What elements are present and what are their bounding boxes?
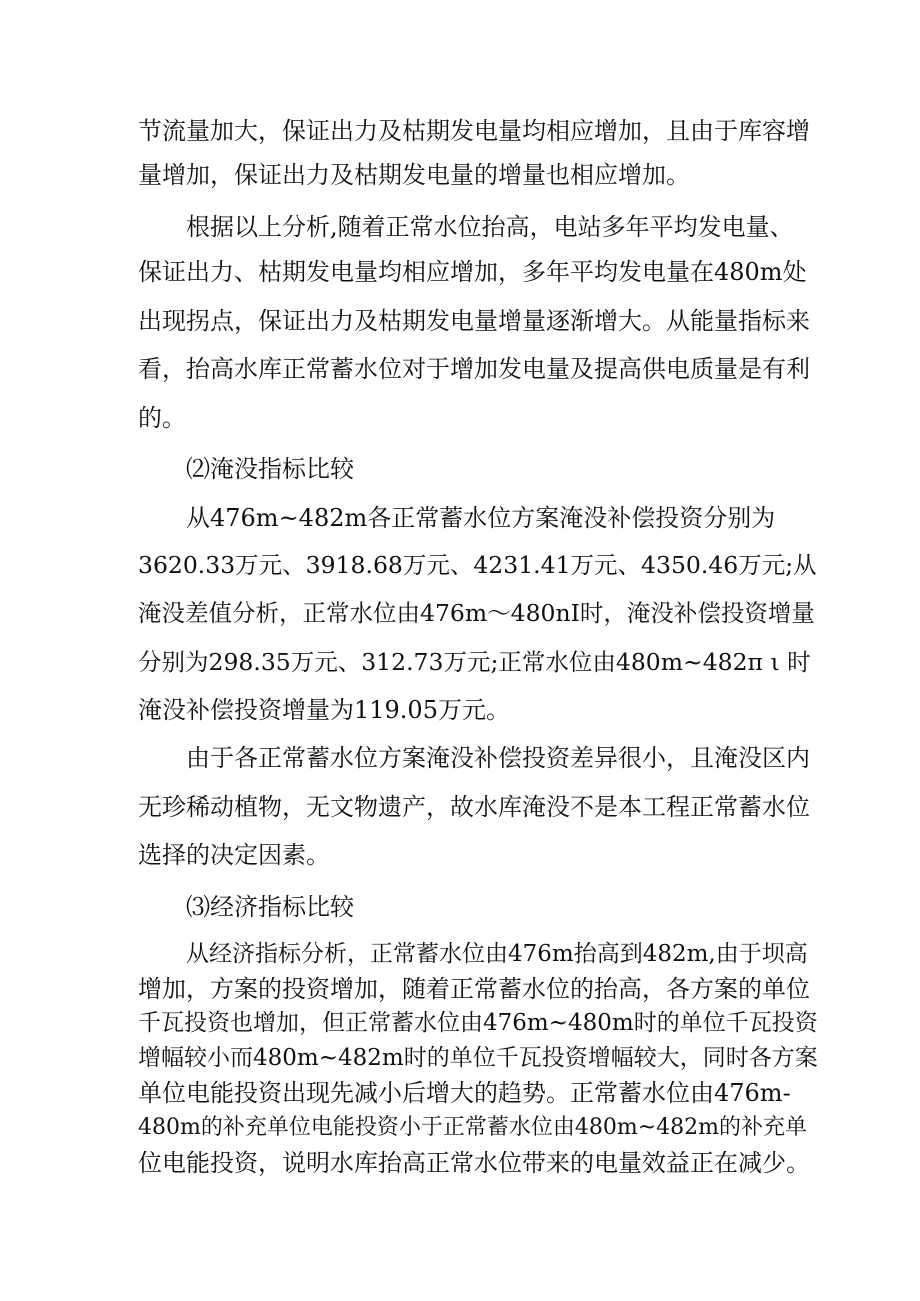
paragraph-line: 节流量加大，保证出力及枯期发电量均相应增加，且由于库容增 — [138, 117, 810, 145]
paragraph-line: 量增加，保证出力及枯期发电量的增量也相应增加。 — [138, 161, 690, 189]
paragraph-line: 增幅较小而480m~482m时的单位千瓦投资增幅较大，同时各方案 — [138, 1045, 818, 1071]
paragraph-line: 出现拐点，保证出力及枯期发电量增量逐渐增大。从能量指标来 — [138, 307, 810, 335]
paragraph-line: 从476m~482m各正常蓄水位方案淹没补偿投资分别为 — [186, 504, 776, 532]
paragraph-line: 从经济指标分析，正常蓄水位由476m抬高到482m,由于坝高 — [186, 941, 808, 967]
paragraph-line: 3620.33万元、3918.68万元、4231.41万元、4350.46万元;从 — [138, 551, 817, 579]
paragraph-line: 保证出力、枯期发电量均相应增加，多年平均发电量在480m处 — [138, 258, 807, 286]
paragraph-line: 由于各正常蓄水位方案淹没补偿投资差异很小，且淹没区内 — [186, 744, 810, 772]
paragraph-line: 选择的决定因素。 — [138, 841, 330, 869]
section-heading: ⑵淹没指标比较 — [186, 455, 354, 483]
section-heading: ⑶经济指标比较 — [186, 893, 354, 921]
paragraph-line: 看，抬高水库正常蓄水位对于增加发电量及提高供电质量是有利 — [138, 355, 810, 383]
paragraph-line: 无珍稀动植物，无文物遗产，故水库淹没不是本工程正常蓄水位 — [138, 793, 810, 821]
paragraph-line: 千瓦投资也增加，但正常蓄水位由476m~480m时的单位千瓦投资 — [138, 1010, 818, 1036]
paragraph-line: 淹没补偿投资增量为119.05万元。 — [138, 696, 510, 724]
paragraph-line: 单位电能投资出现先减小后增大的趋势。正常蓄水位由476m- — [138, 1079, 791, 1107]
paragraph-line: 淹没差值分析，正常水位由476m～480nI时，淹没补偿投资增量 — [138, 599, 815, 627]
paragraph-line: 480m的补充单位电能投资小于正常蓄水位由480m~482m的补充单 — [138, 1115, 807, 1140]
paragraph-line: 根据以上分析,随着正常水位抬高，电站多年平均发电量、 — [186, 213, 794, 241]
paragraph-line: 位电能投资，说明水库抬高正常水位带来的电量效益正在减少。 — [138, 1149, 810, 1177]
paragraph-line: 增加，方案的投资增加，随着正常蓄水位的抬高，各方案的单位 — [138, 975, 810, 1003]
paragraph-line: 的。 — [138, 404, 186, 432]
paragraph-line: 分别为298.35万元、312.73万元;正常水位由480m~482π ι 时 — [138, 648, 811, 676]
